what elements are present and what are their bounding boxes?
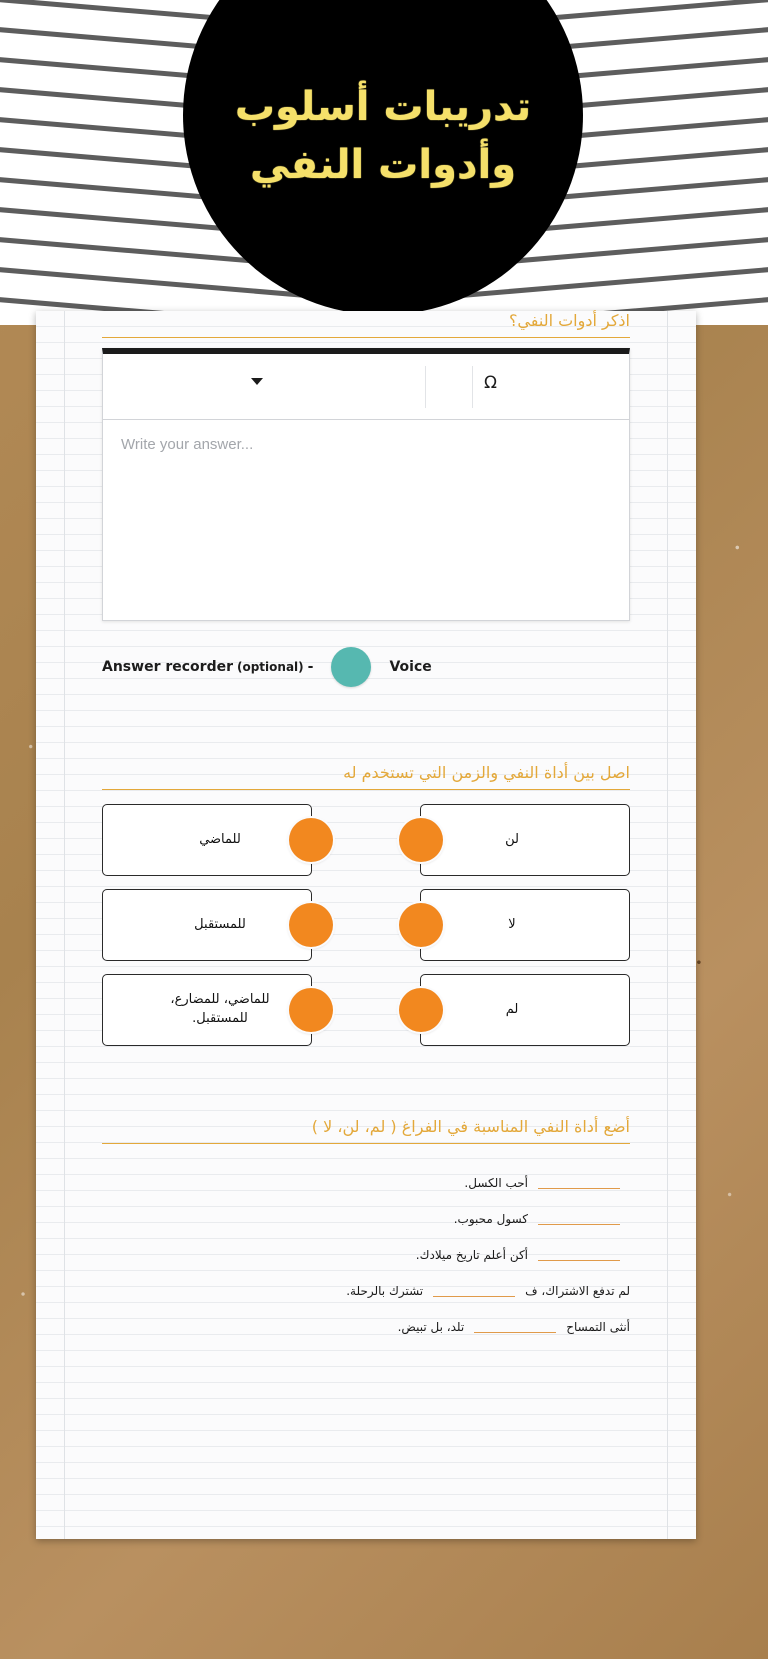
fill-blank-row [102,1192,630,1228]
page-title-line-2: وأدوات النفي [249,142,517,188]
answer-recorder-label: Answer recorder [102,659,233,675]
question-2 [102,763,630,1046]
fill-blank-row [102,1264,630,1300]
matching-row [102,889,630,961]
fill-blank-list [102,1156,630,1336]
match-card-right[interactable] [420,974,630,1046]
voice-record-button[interactable] [331,647,371,687]
match-connector-knob[interactable] [289,903,333,947]
question-1 [102,311,630,687]
sentence-after: تلد، بل تبيض. [397,1320,465,1334]
page-title [203,78,563,194]
sentence-after: أحب الكسل. [464,1176,528,1190]
match-card-right[interactable] [420,804,630,876]
match-card-right[interactable] [420,889,630,961]
answer-textarea[interactable] [103,420,629,620]
toolbar-divider [425,366,426,408]
question-3-heading: أضع أداة النفي المناسبة في الفراغ ( لم، لن، لا ) [102,1117,630,1144]
blank-input[interactable] [538,1224,620,1225]
match-card-left-label: للماضي [199,831,241,847]
sentence-before: أنثى التمساح [566,1320,630,1334]
worksheet-sheet [36,311,696,1539]
answer-placeholder: Write your answer... [121,436,254,453]
match-connector-knob[interactable] [289,988,333,1032]
match-connector-knob[interactable] [399,818,443,862]
fill-blank-row [102,1228,630,1264]
worksheet-content [36,311,696,1336]
answer-recorder-row [102,647,630,687]
answer-recorder-dash: - [307,659,314,675]
match-card-left-label: للمستقبل [194,916,246,932]
section-spacer [102,1059,630,1117]
voice-label: Voice [389,659,432,675]
question-2-heading: اصل بين أداة النفي والزمن التي تستخدم له [102,763,630,790]
sentence-after: كسول محبوب. [453,1212,528,1226]
editor-toolbar [103,354,629,420]
chevron-down-icon[interactable] [251,378,263,385]
sentence-after: أكن أعلم تاريخ ميلادك. [415,1248,528,1262]
worksheet-header [0,0,768,325]
blank-input[interactable] [538,1260,620,1261]
match-card-right-label: لم [505,1001,519,1017]
match-card-left[interactable] [102,889,312,961]
toolbar-divider [472,366,473,408]
blank-input[interactable] [474,1332,556,1333]
match-card-left[interactable] [102,974,312,1046]
question-3 [102,1117,630,1336]
match-card-right-label: لا [508,916,516,932]
match-connector-knob[interactable] [399,988,443,1032]
fill-blank-row [102,1300,630,1336]
omega-symbol-icon[interactable]: Ω [484,373,497,393]
match-connector-knob[interactable] [289,818,333,862]
match-connector-knob[interactable] [399,903,443,947]
match-card-left-label: للماضي، للمضارع، للمستقبل. [170,992,270,1026]
page-title-line-1: تدريبات أسلوب [234,84,532,130]
match-card-right-label: لن [505,831,519,847]
answer-editor[interactable] [102,348,630,621]
fill-blank-row [102,1156,630,1192]
matching-row [102,804,630,876]
sentence-after: تشترك بالرحلة. [346,1284,424,1298]
matching-row [102,974,630,1046]
section-spacer [102,687,630,763]
matching-pairs-list [102,804,630,1046]
blank-input[interactable] [538,1188,620,1189]
question-1-heading: اذكر أدوات النفي؟ [102,311,630,338]
match-card-left[interactable] [102,804,312,876]
sentence-before: لم تدفع الاشتراك، ف [525,1284,630,1298]
blank-input[interactable] [433,1296,515,1297]
answer-recorder-optional: (optional) [236,660,304,674]
